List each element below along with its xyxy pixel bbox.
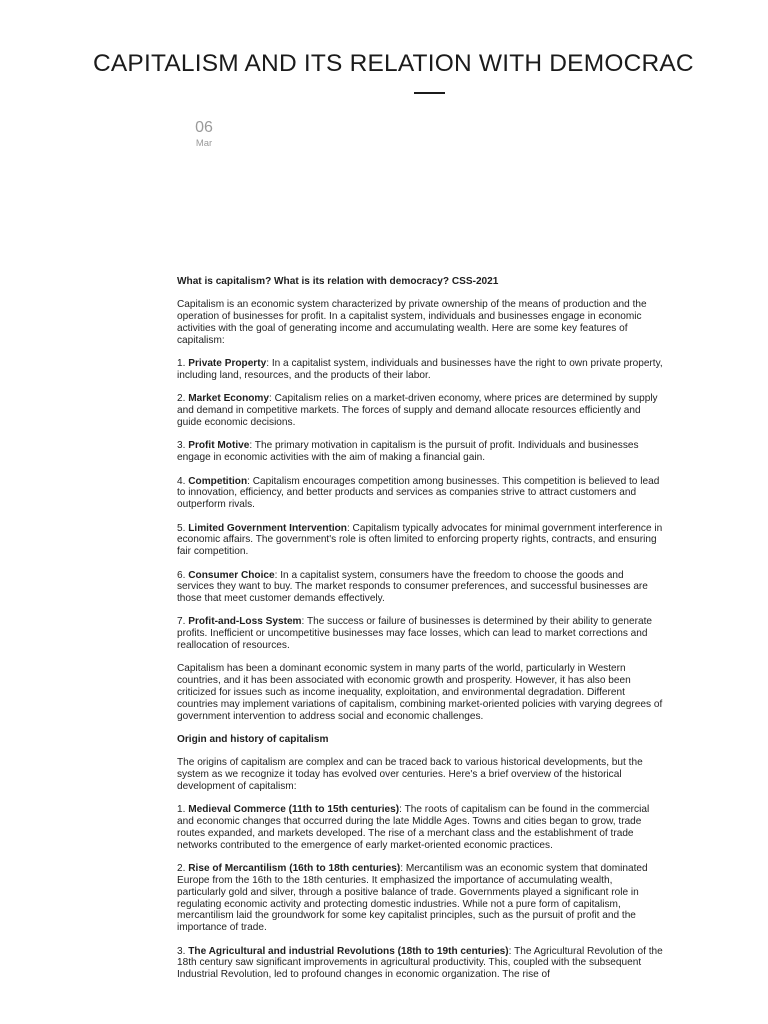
feature-item: 4. Competition: Capitalism encourages competition among businesses. This competition is believed to lead to innovation, efficiency, and better products and services as companies strive to attract customers and outperform rivals. bbox=[177, 475, 660, 511]
history-term: The Agricultural and industrial Revolutions (18th to 19th centuries) bbox=[188, 945, 509, 957]
history-item: 1. Medieval Commerce (11th to 15th centuries): The roots of capitalism can be found in the commercial and economic changes that occurred during the late Middle Ages. Towns and cities began to grow, trade routes expanded, and markets developed. The rise of a merchant class and the establishment of trade networks contributed to the emergence of early market-oriented economic practices. bbox=[177, 804, 650, 851]
post-date bbox=[186, 119, 222, 150]
feature-term: Profit-and-Loss System bbox=[188, 616, 302, 628]
history-term: Rise of Mercantilism (16th to 18th centuries) bbox=[188, 863, 401, 875]
page-title: CAPITALISM AND ITS RELATION WITH DEMOCRAC bbox=[93, 50, 694, 77]
history-item: 3. The Agricultural and industrial Revolutions (18th to 19th centuries): The Agricultural Revolution of the 18th century saw significant improvements in agricultural productivity. This, coupled with the subsequent Industrial Revolution, led to profound changes in economic organization. The rise of bbox=[177, 945, 663, 981]
history-intro: The origins of capitalism are complex and can be traced back to various historical developments, but the system as we recognize it today has evolved over centuries. Here's a brief overview of the historical development of capitalism: bbox=[177, 757, 643, 793]
feature-term: Profit Motive bbox=[188, 440, 250, 452]
feature-item: 7. Profit-and-Loss System: The success or failure of businesses is determined by their ability to generate profits. Inefficient or uncompetitive businesses may face losses, which can lead to market corrections and reallocation of resources. bbox=[177, 616, 653, 652]
title-divider bbox=[414, 92, 445, 94]
date-month: Mar bbox=[195, 138, 213, 149]
feature-item: 2. Market Economy: Capitalism relies on a market-driven economy, where prices are determined by supply and demand in competitive markets. The forces of supply and demand allocate resources efficiently and guide economic decisions. bbox=[177, 393, 658, 428]
feature-item: 6. Consumer Choice: In a capitalist system, consumers have the freedom to choose the goods and services they want to buy. The market responds to consumer preferences, and successful businesses are those that meet customer demands effectively. bbox=[177, 569, 648, 605]
intro-paragraph: Capitalism is an economic system characterized by private ownership of the means of production and the operation of businesses for profit. In a capitalist system, individuals and businesses engage in economic activities with the goal of generating income and accumulating wealth. Here are some key features of capitalism: bbox=[177, 299, 647, 346]
history-heading: Origin and history of capitalism bbox=[177, 734, 329, 746]
feature-term: Market Economy bbox=[188, 393, 270, 405]
feature-term: Limited Government Intervention bbox=[188, 522, 347, 534]
article-body bbox=[177, 276, 663, 993]
feature-item: 3. Profit Motive: The primary motivation in capitalism is the pursuit of profit. Individuals and businesses engage in economic activities with the aim of making a financial gain. bbox=[177, 440, 639, 464]
feature-term: Consumer Choice bbox=[188, 569, 275, 581]
feature-item: 1. Private Property: In a capitalist system, individuals and businesses have the right to own private property, including land, resources, and the products of their labor. bbox=[177, 358, 663, 381]
question-heading: What is capitalism? What is its relation with democracy? CSS-2021 bbox=[177, 276, 499, 287]
feature-term: Competition bbox=[188, 475, 248, 487]
history-item: 2. Rise of Mercantilism (16th to 18th centuries): Mercantilism was an economic system that dominated Europe from the 16th to the 18th centuries. It emphasized the importance of accumulating wealth, particularly gold and silver, through a positive balance of trade. Governments played a significant role in regulating economic activity and protecting domestic industries. While not a pure form of capitalism, mercantilism laid the groundwork for some key capitalist principles, such as the pursuit of profit and the importance of trade. bbox=[177, 863, 648, 934]
date-day: 06 bbox=[195, 119, 213, 136]
feature-term: Private Property bbox=[188, 358, 267, 370]
summary-paragraph: Capitalism has been a dominant economic system in many parts of the world, particularly in Western countries, and it has been associated with economic growth and prosperity. However, it has also been criticized for issues such as income inequality, exploitation, and environmental degradation. Different countries may implement variations of capitalism, combining market-oriented policies with varying degrees of government intervention to address social and economic challenges. bbox=[177, 663, 663, 722]
history-term: Medieval Commerce (11th to 15th centuries) bbox=[188, 804, 400, 816]
feature-item: 5. Limited Government Intervention: Capitalism typically advocates for minimal government interference in economic affairs. The government's role is often limited to enforcing property rights, contracts, and ensuring fair competition. bbox=[177, 522, 663, 558]
